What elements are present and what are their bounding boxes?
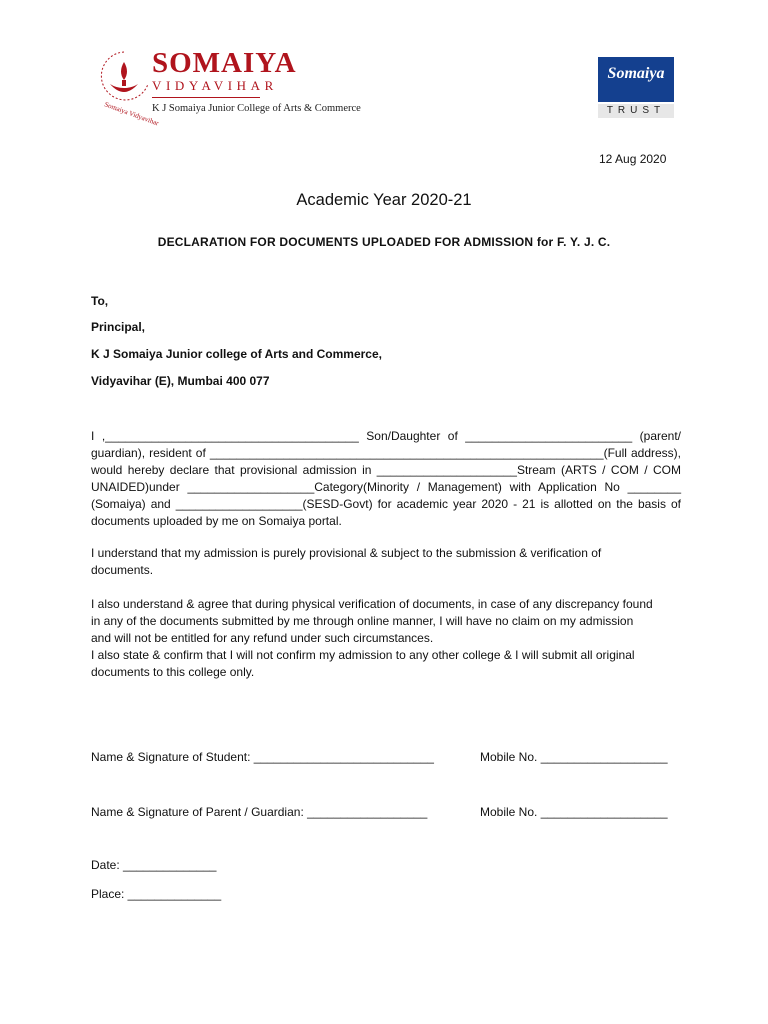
place-field: Place: ______________	[91, 887, 222, 901]
student-mobile-field: Mobile No. ___________________	[480, 750, 668, 764]
date-field: Date: ______________	[91, 858, 217, 872]
document-date: 12 Aug 2020	[599, 152, 667, 166]
paragraph-line: documents to this college only.	[91, 665, 255, 679]
paragraph-line: (Somaiya) and ___________________(SESD-Govt) for academic year 2020 - 21 is allotted on the basis of	[91, 497, 681, 511]
paragraph-line: in any of the documents submitted by me through online manner, I will have no claim on my admission	[91, 614, 634, 628]
provisional-paragraph	[91, 545, 601, 579]
declaration-paragraph	[91, 428, 681, 530]
verification-paragraph	[91, 596, 653, 681]
brand-subtitle: VIDYAVIHAR	[152, 78, 278, 93]
recipient-principal: Principal,	[91, 320, 146, 334]
recipient-address: Vidyavihar (E), Mumbai 400 077	[91, 374, 270, 388]
brand-divider	[152, 97, 260, 98]
declaration-heading: DECLARATION FOR DOCUMENTS UPLOADED FOR ADMISSION for F. Y. J. C.	[157, 235, 611, 249]
somaiya-vidyavihar-logo	[96, 44, 361, 128]
parent-mobile-field: Mobile No. ___________________	[480, 805, 668, 819]
brand-name: SOMAIYA	[152, 47, 297, 79]
recipient-college: K J Somaiya Junior college of Arts and Commerce,	[91, 347, 382, 361]
college-name-line: K J Somaiya Junior College of Arts & Commerce	[152, 103, 361, 114]
parent-signature-field: Name & Signature of Parent / Guardian: __________________	[91, 805, 428, 819]
trust-logo-box	[598, 57, 674, 102]
salutation-to: To,	[91, 294, 109, 308]
paragraph-line: I ,______________________________________ Son/Daughter of _________________________ (parent/	[91, 429, 681, 443]
student-signature-field: Name & Signature of Student: ___________________________	[91, 750, 434, 764]
trust-label: TRUST	[598, 104, 674, 118]
paragraph-line: documents.	[91, 563, 154, 577]
paragraph-line: UNAIDED)under ___________________Category(Minority / Management) with Application No ________	[91, 480, 681, 494]
paragraph-line: I understand that my admission is purely provisional & subject to the submission & verification of	[91, 546, 602, 560]
paragraph-line: I also state & confirm that I will not confirm my admission to any other college & I will submit all original	[91, 648, 635, 662]
academic-year-title: Academic Year 2020-21	[296, 191, 472, 209]
somaiya-seal-icon	[96, 44, 160, 128]
somaiya-trust-logo	[598, 57, 674, 118]
paragraph-line: documents uploaded by me on Somaiya portal.	[91, 514, 342, 528]
paragraph-line: would hereby declare that provisional admission in _____________________Stream (ARTS / COM / COM	[91, 463, 681, 477]
paragraph-line: guardian), resident of ___________________________________________________________(Full address),	[91, 446, 681, 460]
paragraph-line: I also understand & agree that during physical verification of documents, in case of any discrepancy found	[91, 597, 653, 611]
seal-text: Somaiya Vidyavihar	[103, 100, 160, 128]
trust-script-wordmark: Somaiya	[607, 65, 665, 82]
paragraph-line: and will not be entitled for any refund under such circumstances.	[91, 631, 434, 645]
